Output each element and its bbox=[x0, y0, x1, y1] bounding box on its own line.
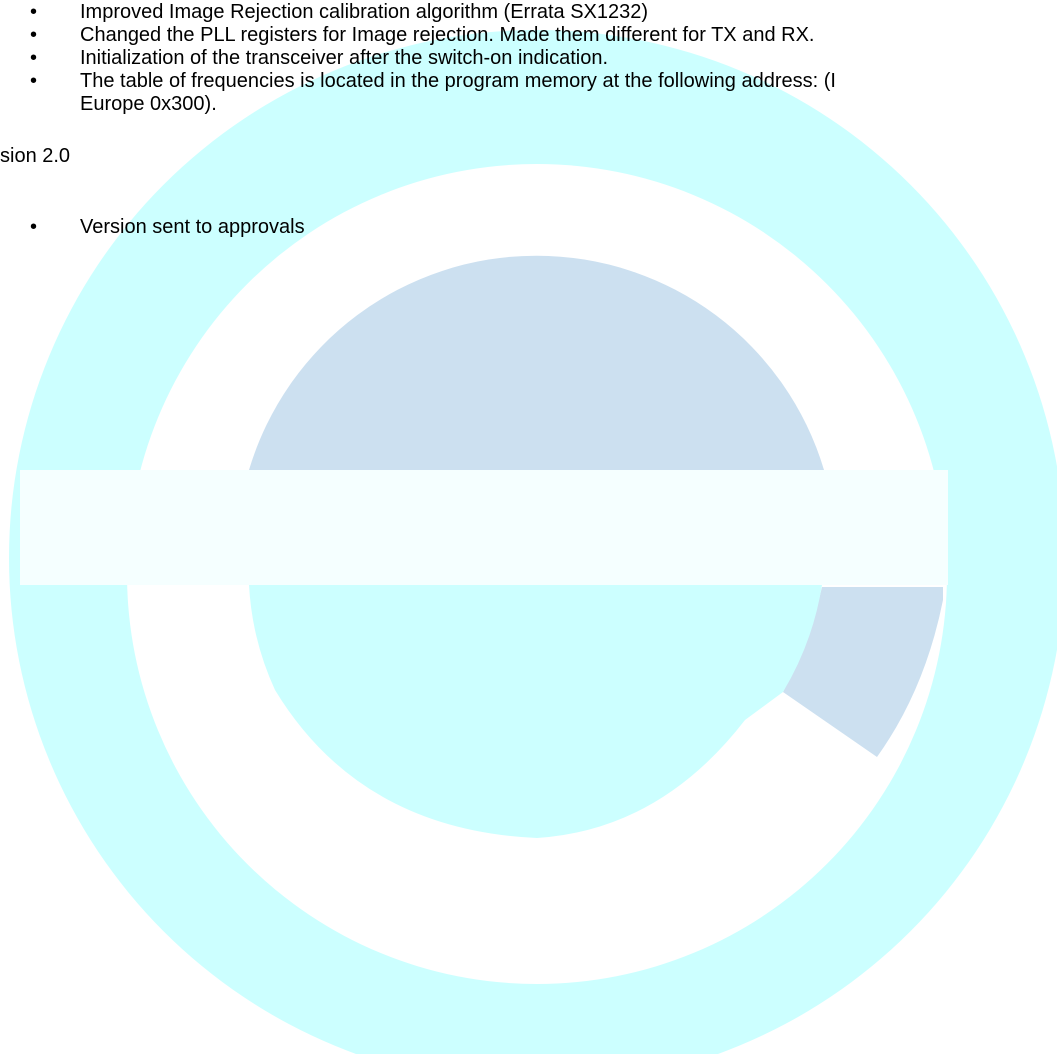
bullet-icon: • bbox=[30, 47, 38, 69]
list-item-text: Initialization of the transceiver after the switch-on indication. bbox=[80, 47, 609, 69]
list-item-text: Version sent to approvals bbox=[80, 216, 305, 238]
bullet-icon: • bbox=[30, 1, 38, 23]
list-item-continuation bbox=[80, 93, 217, 116]
bullet-icon: • bbox=[30, 216, 38, 238]
list-item-text: Changed the PLL registers for Image rejection. Made them different for TX and RX. bbox=[80, 24, 815, 46]
list-item-text: Improved Image Rejection calibration algorithm (Errata SX1232) bbox=[80, 1, 649, 23]
list-item-text: The table of frequencies is located in the program memory at the following address: (I bbox=[80, 70, 836, 92]
list-item-text: Europe 0x300). bbox=[80, 93, 217, 115]
version-heading: sion 2.0 bbox=[0, 145, 71, 167]
bullet-icon: • bbox=[30, 70, 38, 92]
bullet-icon: • bbox=[30, 24, 38, 46]
